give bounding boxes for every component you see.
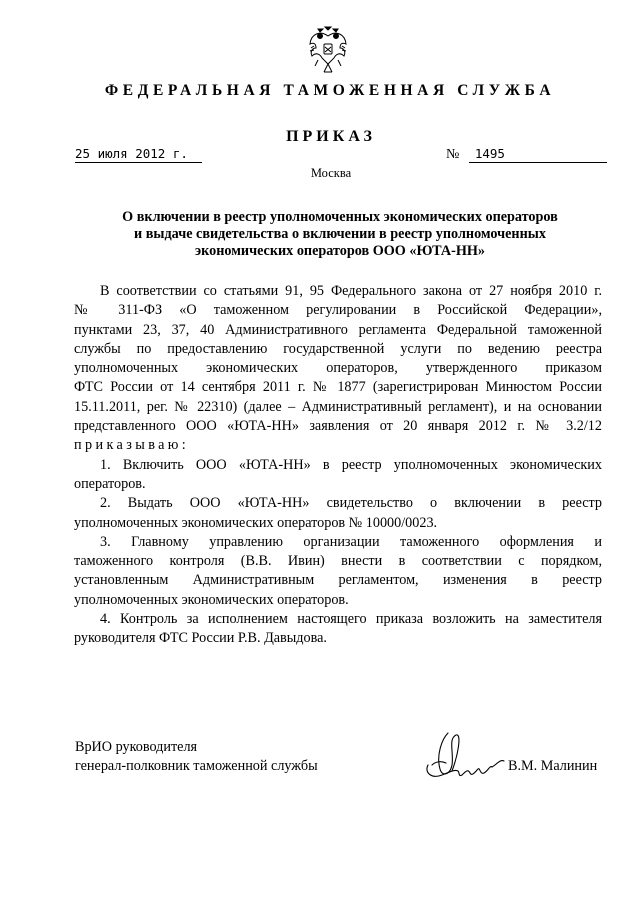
body-line: № 311-ФЗ «О таможенном регулировании в Российской Федерации», <box>74 302 602 319</box>
position-line: ВрИО руководителя <box>75 739 198 755</box>
body-line: В соответствии со статьями 91, 95 Федерального закона от 27 ноября 2010 г. <box>100 283 602 299</box>
item-2-line: 2. Выдать ООО «ЮТА-НН» свидетельство о включении в реестр <box>100 495 602 512</box>
coat-of-arms-icon <box>306 24 350 76</box>
order-directive: приказываю: <box>74 437 190 454</box>
document-type: ПРИКАЗ <box>286 128 376 145</box>
number-label: № <box>446 147 460 162</box>
item-3-line: уполномоченных экономических операторов. <box>74 591 349 608</box>
item-1-line: операторов. <box>74 475 146 492</box>
item-1-line: 1. Включить ООО «ЮТА-НН» в реестр уполномоченных экономических <box>100 456 602 473</box>
order-number: 1495 <box>469 147 607 163</box>
signatory-position <box>75 738 318 776</box>
city: Москва <box>310 166 352 180</box>
heading-line: и выдаче свидетельства о включении в реестр уполномоченных <box>134 226 546 242</box>
item-4-line: руководителя ФТС России Р.В. Давыдова. <box>74 630 327 647</box>
signatory-name: В.М. Малинин <box>508 758 598 774</box>
order-body <box>74 282 602 649</box>
body-line: пунктами 23, 37, 40 Административного регламента Федеральной таможенной <box>74 321 602 338</box>
body-line: представленного ООО «ЮТА-НН» заявления от 20 января 2012 г. № 3.2/12 <box>74 418 602 435</box>
body-line: уполномоченных экономических операторов, утвержденного приказом <box>74 360 602 377</box>
item-3-line: 3. Главному управлению организации таможенного оформления и <box>100 533 602 550</box>
body-line: 15.11.2011, рег. № 22310) (далее – Административный регламент), и на основании <box>74 398 602 415</box>
heading-line: О включении в реестр уполномоченных экономических операторов <box>122 209 558 225</box>
order-heading <box>60 209 620 260</box>
handwritten-signature <box>418 725 506 793</box>
order-date: 25 июля 2012 г. <box>75 147 202 163</box>
item-3-line: таможенного контроля (В.В. Ивин) внести в соответствии с порядком, <box>74 553 602 570</box>
body-line: службы по предоставлению государственной услуги по ведению реестра <box>74 340 602 357</box>
item-2-line: уполномоченных экономических операторов № 10000/0023. <box>74 514 438 531</box>
agency-name: ФЕДЕРАЛЬНАЯ ТАМОЖЕННАЯ СЛУЖБА <box>104 82 556 99</box>
order-number-block <box>446 147 607 163</box>
heading-line: экономических операторов ООО «ЮТА-НН» <box>195 243 485 259</box>
item-4-line: 4. Контроль за исполнением настоящего приказа возложить на заместителя <box>100 611 602 628</box>
item-3-line: установленным Административным регламентом, изменения в реестр <box>74 572 602 589</box>
body-line: ФТС России от 14 сентября 2011 г. № 1877 (зарегистрирован Минюстом России <box>74 379 602 396</box>
position-line: генерал-полковник таможенной службы <box>75 758 318 774</box>
